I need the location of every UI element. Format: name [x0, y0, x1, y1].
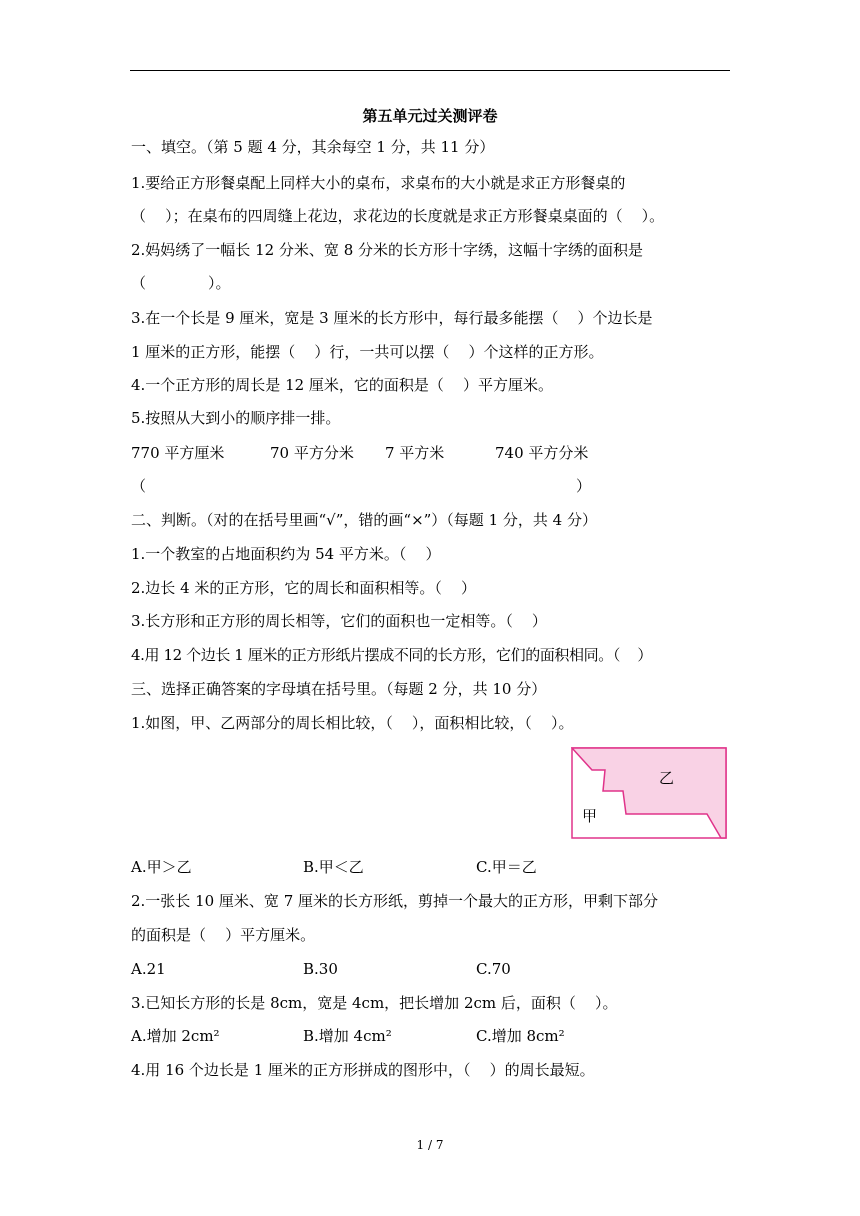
s3-q2-line2: 的面积是（ ）平方厘米。 — [131, 926, 316, 944]
q5-item-4: 740 平方分米 — [495, 444, 589, 462]
q5-answer-paren-open: （ — [131, 477, 147, 495]
label-jia: 甲 — [582, 807, 598, 825]
s1-q2-line2: （ ）。 — [131, 274, 231, 292]
section2-heading: 二、判断。（对的在括号里画“√”，错的画“×”）（每题 1 分，共 4 分） — [131, 511, 597, 529]
s3-q1-option-a: A.甲＞乙 — [131, 858, 192, 876]
s1-q1-line1: 1.要给正方形餐桌配上同样大小的桌布，求桌布的大小就是求正方形餐桌的 — [131, 174, 626, 192]
label-yi: 乙 — [659, 769, 675, 787]
s3-q1-option-c: C.甲＝乙 — [476, 858, 537, 876]
s3-q3-option-b: B.增加 4cm² — [303, 1027, 392, 1045]
s1-q2-line1: 2.妈妈绣了一幅长 12 分米、宽 8 分米的长方形十字绣，这幅十字绣的面积是 — [131, 241, 644, 259]
s3-q2-option-c: C.70 — [476, 960, 511, 978]
s1-q3-line1: 3.在一个长是 9 厘米，宽是 3 厘米的长方形中，每行最多能摆（ ）个边长是 — [131, 309, 653, 327]
s3-q4: 4.用 16 个边长是 1 厘米的正方形拼成的图形中，（ ）的周长最短。 — [131, 1061, 595, 1079]
s2-q2: 2.边长 4 米的正方形，它的周长和面积相等。（ ） — [131, 579, 476, 597]
s2-q3: 3.长方形和正方形的周长相等，它们的面积也一定相等。（ ） — [131, 612, 547, 630]
section1-heading: 一、填空。（第 5 题 4 分，其余每空 1 分，共 11 分） — [131, 138, 495, 156]
s3-q2-option-b: B.30 — [303, 960, 338, 978]
s3-q3-option-a: A.增加 2cm² — [131, 1027, 220, 1045]
perimeter-area-figure — [571, 747, 727, 839]
section3-heading: 三、选择正确答案的字母填在括号里。（每题 2 分，共 10 分） — [131, 680, 547, 698]
s3-q3: 3.已知长方形的长是 8cm，宽是 4cm，把长增加 2cm 后，面积（ ）。 — [131, 994, 618, 1012]
s3-q1-option-b: B.甲＜乙 — [303, 858, 364, 876]
s2-q4: 4.用 12 个边长 1 厘米的正方形纸片摆成不同的长方形，它们的面积相同。（ ） — [131, 646, 652, 664]
s3-q1: 1.如图，甲、乙两部分的周长相比较，（ ），面积相比较，（ ）。 — [131, 714, 574, 732]
s1-q1-line2: （ ）；在桌布的四周缝上花边，求花边的长度就是求正方形餐桌桌面的（ ）。 — [131, 207, 665, 225]
q5-item-2: 70 平方分米 — [270, 444, 354, 462]
s3-q3-option-c: C.增加 8cm² — [476, 1027, 565, 1045]
q5-answer-paren-close: ） — [576, 477, 592, 495]
s2-q1: 1.一个教室的占地面积约为 54 平方米。（ ） — [131, 545, 441, 563]
page-number: 1 / 7 — [416, 1138, 444, 1152]
header-rule — [130, 70, 730, 71]
page-title: 第五单元过关测评卷 — [362, 107, 498, 125]
q5-item-1: 770 平方厘米 — [131, 444, 225, 462]
s1-q3-line2: 1 厘米的正方形，能摆（ ）行，一共可以摆（ ）个这样的正方形。 — [131, 343, 604, 361]
s3-q2-option-a: A.21 — [131, 960, 166, 978]
s1-q4: 4.一个正方形的周长是 12 厘米，它的面积是（ ）平方厘米。 — [131, 376, 554, 394]
q5-item-3: 7 平方米 — [385, 444, 445, 462]
s1-q5: 5.按照从大到小的顺序排一排。 — [131, 409, 341, 427]
s3-q2-line1: 2.一张长 10 厘米、宽 7 厘米的长方形纸，剪掉一个最大的正方形，甲剩下部分 — [131, 892, 659, 910]
